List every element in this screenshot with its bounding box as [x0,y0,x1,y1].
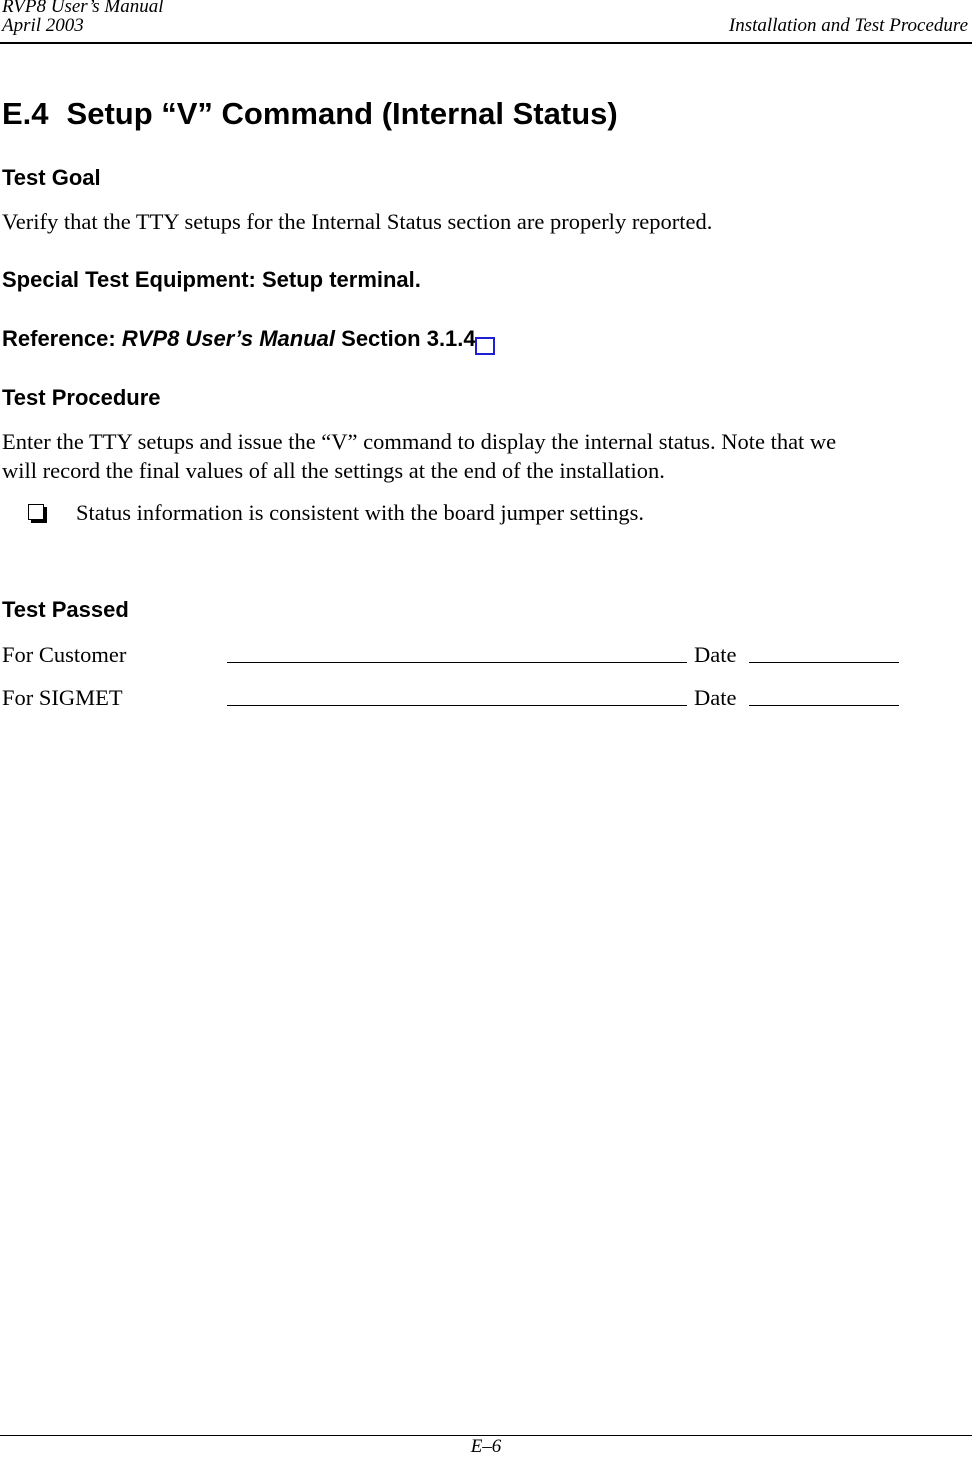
equipment-heading: Special Test Equipment: Setup terminal. [2,267,421,292]
reference-section-link[interactable]: Section 3.1.4 [341,326,476,351]
test-goal-heading: Test Goal [2,165,101,190]
section-heading [2,96,618,132]
running-header-left [2,0,164,35]
date-label: Date [694,642,737,667]
date-line [749,662,899,663]
signoff-row-sigmet [2,683,962,713]
checklist-item-text: Status information is consistent with the board jumper settings. [76,500,645,525]
page-number: E–6 [470,1436,502,1457]
date-label: Date [694,685,737,710]
section-title: Setup “V” Command (Internal Status) [66,96,618,131]
signature-line [227,705,687,706]
date-line [749,705,899,706]
reference-manual: RVP8 User’s Manual [121,326,336,351]
signoff-row-customer [2,640,962,670]
signature-line [227,662,687,663]
section-number: E.4 [2,96,49,131]
test-passed-heading: Test Passed [2,597,129,622]
procedure-text-line-1: Enter the TTY setups and issue the “V” command to display the internal status. Note that we [2,429,837,454]
publication-date: April 2003 [2,15,84,36]
signoff-label: For Customer [2,642,127,667]
chapter-title: Installation and Test Procedure [728,15,968,36]
test-goal-text: Verify that the TTY setups for the Internal Status section are properly reported. [2,209,713,234]
reference-line [2,326,476,352]
checkbox-icon[interactable] [28,504,44,520]
header-divider [0,42,972,44]
procedure-heading: Test Procedure [2,385,161,410]
procedure-text-line-2: will record the final values of all the settings at the end of the installation. [2,458,665,483]
reference-label: Reference: [2,326,116,351]
signoff-label: For SIGMET [2,685,123,710]
hyperlink-box[interactable] [475,337,495,355]
manual-title: RVP8 User’s Manual [2,0,164,17]
